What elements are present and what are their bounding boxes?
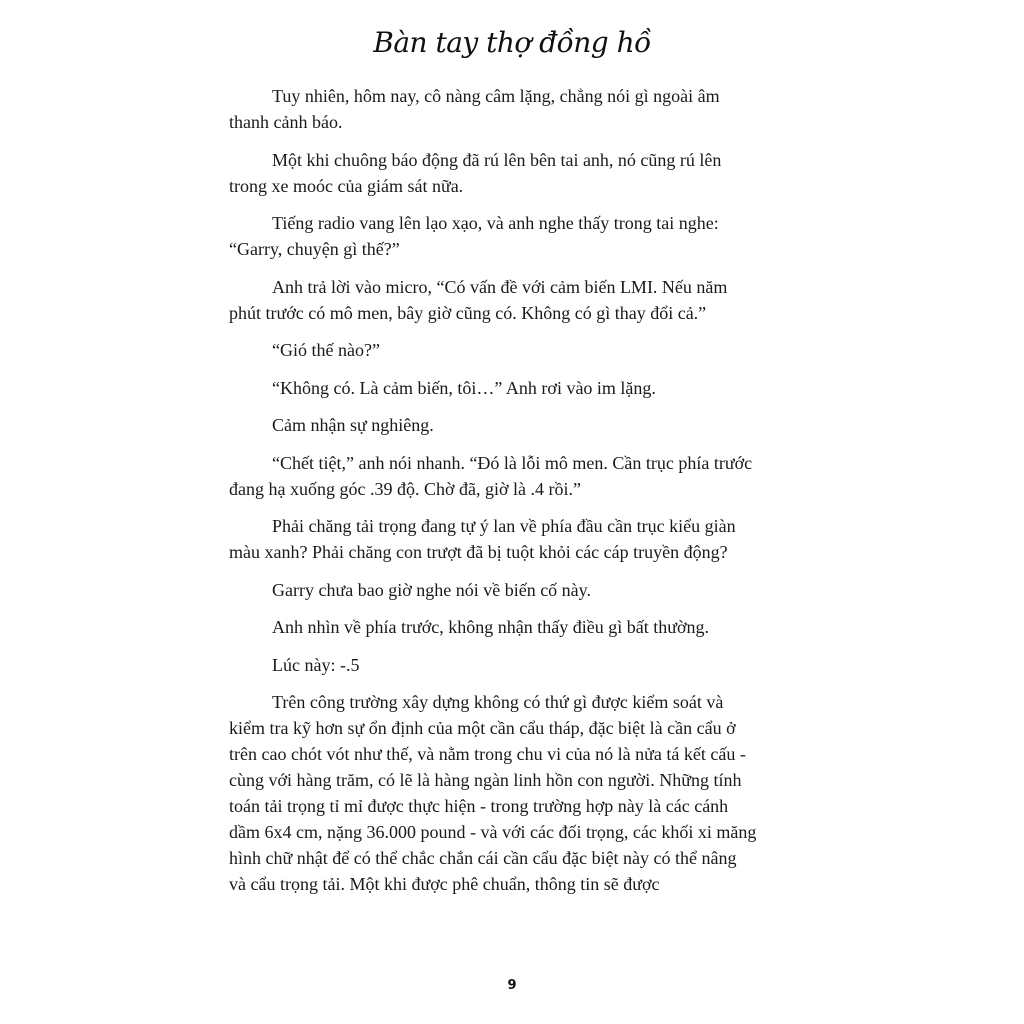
paragraph: Tuy nhiên, hôm nay, cô nàng câm lặng, chẳng nói gì ngoài âm thanh cảnh báo. bbox=[229, 86, 720, 132]
paragraph: “Chết tiệt,” anh nói nhanh. “Đó là lỗi mô men. Cần trục phía trước đang hạ xuống góc .39 độ. Chờ đã, giờ là .4 rồi.” bbox=[229, 452, 753, 499]
paragraph: Tiếng radio vang lên lạo xạo, và anh nghe thấy trong tai nghe: “Garry, chuyện gì thế?” bbox=[229, 213, 719, 259]
running-title: Bàn tay thợ đồng hồ bbox=[373, 26, 651, 59]
body-text bbox=[229, 83, 757, 897]
paragraph: Trên công trường xây dựng không có thứ gì được kiểm soát và kiểm tra kỹ hơn sự ổn định của một cần cẩu tháp, đặc biệt là cần cẩu ở trên cao chót vót như thế, và nằm trong chu vi của nó là nửa tá kết cấu - cùng với hàng trăm, có lẽ là hàng ngàn linh hồn con người. Những tính toán tải trọng tỉ mỉ được thực hiện - trong trường hợp này là các cánh dầm 6x4 cm, nặng 36.000 pound - và với các đối trọng, các khối xi măng hình chữ nhật để có thể chắc chắn cái cần cẩu đặc biệt này có thể nâng và cẩu trọng tải. Một khi được phê chuẩn, thông tin sẽ được bbox=[229, 692, 757, 894]
paragraph: “Gió thế nào?” bbox=[272, 340, 380, 360]
paragraph: Lúc này: -.5 bbox=[272, 654, 360, 675]
page-number: 9 bbox=[507, 978, 517, 993]
paragraph: “Không có. Là cảm biến, tôi…” Anh rơi vào im lặng. bbox=[272, 377, 656, 398]
paragraph: Cảm nhận sự nghiêng. bbox=[272, 415, 434, 435]
paragraph: Phải chăng tải trọng đang tự ý lan về phía đầu cần trục kiểu giàn màu xanh? Phải chăng con trượt đã bị tuột khỏi các cáp truyền động? bbox=[229, 516, 736, 562]
paragraph: Anh trả lời vào micro, “Có vấn đề với cảm biến LMI. Nếu năm phút trước có mô men, bây giờ cũng có. Không có gì thay đổi cả.” bbox=[229, 276, 728, 323]
paragraph: Garry chưa bao giờ nghe nói về biến cố này. bbox=[272, 579, 591, 600]
paragraph: Anh nhìn về phía trước, không nhận thấy điều gì bất thường. bbox=[272, 617, 709, 637]
paragraph: Một khi chuông báo động đã rú lên bên tai anh, nó cũng rú lên trong xe moóc của giám sát nữa. bbox=[229, 149, 722, 196]
